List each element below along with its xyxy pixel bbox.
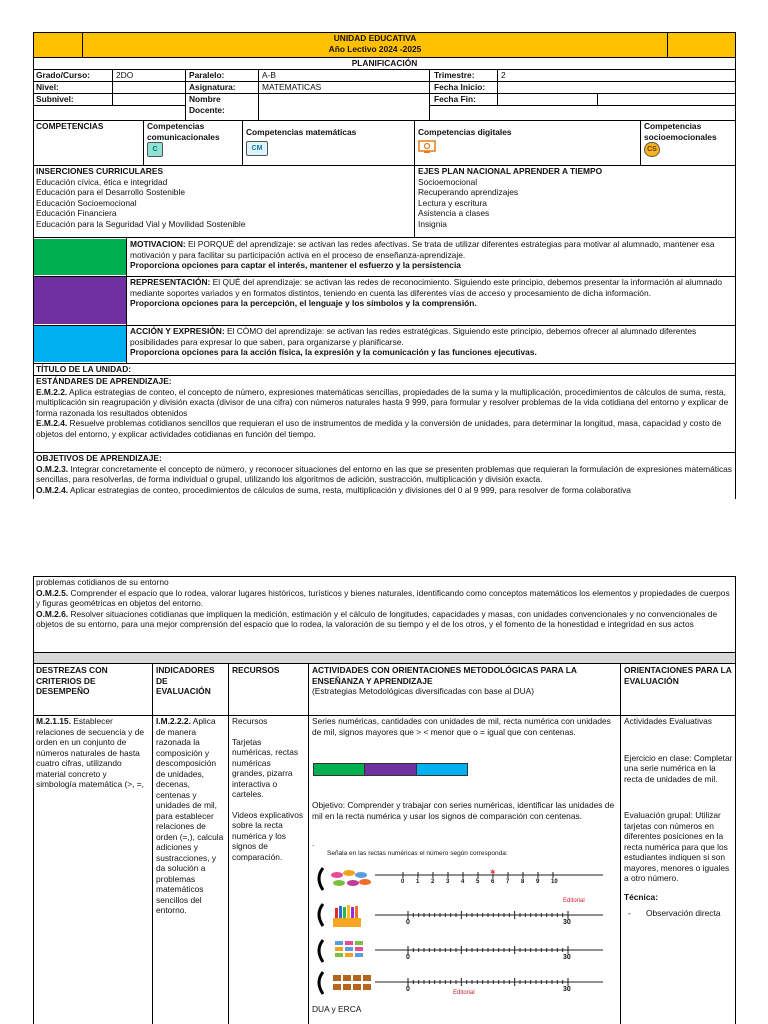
competency-communicational (144, 121, 242, 163)
number-line-start-label: 0 (406, 986, 410, 993)
subject-label: Asignatura: (189, 82, 236, 92)
objective-code: O.M.2.4. (36, 484, 69, 495)
gray-separator-row (34, 653, 735, 663)
communicational-badge-icon: C (147, 142, 163, 157)
recursos-cell (229, 716, 307, 1016)
representation-emphasis: Proporciona opciones para la percepción, el lenguaje y los símbolos y la comprensión. (130, 298, 477, 308)
insertions-title: INSERCIONES CURRICULARES (36, 166, 164, 176)
motivation-color-swatch (34, 239, 126, 275)
grid-line (33, 375, 736, 376)
plan-axis-item: Asistencia a clases (418, 208, 490, 218)
standard-code: E.M.2.4. (36, 418, 68, 428)
star-marker-icon: ✶ (489, 867, 497, 877)
school-year: Año Lectivo 2024 -2025 (328, 44, 422, 54)
school-name: UNIDAD EDUCATIVA (333, 33, 417, 43)
mathematical-badge-icon: CM (246, 141, 268, 156)
standard-text: Aplica estrategias de conteo, el concepto de número, expresiones matemáticas sencillas, propiedades de la suma y la multiplicación, procedimientos de cálculos de suma, resta, multiplicación sin reagrupación y división exacta (divisor de una cifra) con números naturales hasta 9 999, para formular y resolver problemas de la vida cotidiana del entorno y explicar de forma razonada los resultados obtenidos (36, 386, 729, 418)
grid-line (33, 57, 736, 58)
plan-axes-title: EJES PLAN NACIONAL APRENDER A TIEMPO (418, 166, 603, 176)
number-line-tick-label: 4 (461, 879, 465, 885)
grid-line (258, 69, 259, 120)
teacher-label-line-2: Docente: (189, 104, 225, 115)
grid-line (33, 105, 186, 106)
objectives-title: OBJETIVOS DE APRENDIZAJE: (36, 453, 162, 463)
representation-label: REPRESENTACIÓN: (130, 277, 211, 287)
actividades-dot: . (312, 838, 315, 848)
grid-line (429, 105, 735, 106)
grid-line (640, 120, 641, 165)
unit-title-label: TÍTULO DE LA UNIDAD: (36, 364, 132, 374)
grid-line (597, 93, 598, 105)
objectives-continued (33, 577, 736, 652)
col-header-actividades-title: ACTIVIDADES CON ORIENTACIONES METODOLÓGICAS PARA LA ENSEÑANZA Y APRENDIZAJE (312, 665, 577, 686)
grid-line (33, 663, 736, 664)
number-line-tick-label: 3 (446, 879, 450, 885)
socioemotional-badge-icon: CS (644, 142, 660, 157)
dua-bar-blue (417, 764, 467, 775)
objective-text: Resolver situaciones cotidianas que impliquen la medición, estimación y el cálculo de longitudes, capacidades y masas, con unidades convencionales y no convencionales de objetos de su entorno, para una mejor comprensión del espacio que lo rodea, la valoración de su tiempo y el de los otros, y el fomento de la honestidad e integridad en sus actos (36, 608, 718, 629)
grid-line (33, 237, 736, 238)
indicador-cell (153, 716, 227, 1016)
list-dash: - (628, 908, 631, 918)
tecnica-item-text: Observación directa (646, 908, 721, 918)
motivation-text (127, 239, 735, 275)
competency-mathematical (243, 127, 413, 163)
objective-text: Aplicar estrategias de conteo, procedimientos de cálculos de suma, resta, multiplicación y divisiones del 0 al 9 999, para resolver de forma colaborativa (68, 484, 631, 495)
border-left (33, 32, 34, 499)
grid-line (143, 120, 144, 165)
dua-erca-label: DUA y ERCA (312, 1004, 362, 1014)
number-line-tick-label: 8 (521, 879, 525, 885)
number-line-tick-label: 6 (491, 879, 495, 885)
term-value: 2 (501, 70, 506, 80)
grid-line (33, 120, 736, 121)
sublevel-label: Subnivel: (36, 94, 74, 104)
number-line-end-label: 30 (563, 919, 571, 926)
insertion-item: Educación cívica, ética e integridad (36, 176, 168, 187)
plan-axis-item: Lectura y escritura (418, 197, 487, 208)
plan-axis-item: Recuperando aprendizajes (418, 187, 519, 197)
grid-line (242, 120, 243, 165)
standards-title: ESTÁNDARES DE APRENDIZAJE: (36, 376, 172, 386)
indicador-code: I.M.2.2.2. (156, 716, 191, 726)
grid-line (33, 325, 736, 326)
subject-value: MATEMATICAS (262, 82, 322, 92)
grid-line (33, 576, 736, 577)
dua-bar-purple (365, 764, 416, 775)
eval-class-exercise: Ejercicio en clase: Completar una serie numérica en la recta de unidades de mil. (624, 752, 733, 784)
term-label: Trimestre: (434, 70, 475, 80)
orientaciones-cell (621, 716, 736, 1016)
number-line-end-label: 30 (563, 954, 571, 961)
page-1 (33, 32, 736, 499)
destreza-code: M.2.1.15. (36, 716, 71, 726)
competency-socioemotional-label: Competencias socioemocionales (644, 121, 717, 142)
grid-line (620, 663, 621, 1024)
level-label: Nivel: (36, 82, 59, 92)
number-line-tick-label: 1 (416, 879, 420, 885)
motivation-label: MOTIVACION: (130, 239, 186, 249)
insertion-item: Educación Socioemocional (36, 197, 137, 208)
grid-line (152, 663, 153, 1024)
parallel-value: A-B (262, 70, 276, 80)
col-header-actividades-subtitle: (Estrategias Metodológicas diversificadas con base al DUA) (312, 686, 535, 696)
destreza-cell (33, 716, 151, 1016)
teacher-label (186, 94, 258, 119)
tecnica-label: Técnica: (624, 891, 658, 902)
action-text (127, 326, 735, 362)
representation-text (127, 277, 735, 324)
objective-text: Comprender el espacio que lo rodea, valorar lugares históricos, turísticos y bienes naturales, identificando como conceptos matemáticos los elementos y propiedades de cuerpos y figuras geométricas en objetos del entorno. (36, 587, 730, 608)
border-top (33, 32, 736, 33)
eval-group-activity: Evaluación grupal: Utilizar tarjetas con números en diferentes posiciones en la recta numérica para que los estudiantes indiquen si son mayores, menores o iguales a otro número. (624, 810, 730, 883)
grid-line (308, 663, 309, 1024)
planning-title: PLANIFICACIÓN (351, 58, 418, 68)
number-line-tick-label: 0 (401, 879, 405, 885)
number-line-tick-label: 10 (551, 879, 558, 885)
grid-line (33, 81, 736, 82)
competency-mathematical-label: Competencias matemáticas (246, 127, 357, 137)
grid-line (33, 652, 736, 653)
end-date-label: Fecha Fin: (434, 94, 476, 104)
actividades-objective: Objetivo: Comprender y trabajar con series numéricas, identificar las unidades de mil en la recta numérica y usar los signos de comparación con centenas. (312, 800, 615, 821)
worksheet-labels (313, 848, 613, 996)
grid-line (667, 32, 668, 57)
grid-line (33, 276, 736, 277)
representation-description: El QUÉ del aprendizaje: se activan las redes de reconocimiento. Siguiendo este principio, debemos presentar la información al alumnado mediante soportes variados y en formatos distintos, teniendo en cuenta las diferentes vías de acceso y procesamiento de dicha información. (130, 277, 722, 298)
grid-line (33, 452, 736, 453)
standard-code: E.M.2.2. (36, 386, 68, 397)
insertion-item: Educación para el Desarrollo Sostenible (36, 187, 185, 197)
plan-axis-item: Socioemocional (418, 176, 478, 187)
destreza-text: Establecer relaciones de secuencia y de orden en un conjunto de números naturales de hasta cuatro cifras, utilizando material concreto y simbología matemática (>, =, (36, 716, 145, 789)
competency-digital-label: Competencias digitales (418, 127, 512, 137)
indicador-text: Aplica de manera razonada la composición y descomposición de unidades, decenas, centenas y unidades de mil, para establecer relaciones de orden (=,), calcula adiciones y sustracciones, y da solución a problemas matemáticos sencillos del entorno. (156, 716, 224, 915)
objective-text: Integrar concretamente el concepto de número, y reconocer situaciones del entorno en las que se presenten problemas que requieran la formulación de expresiones matemáticas sencillas, para resolverlas, de forma individual o grupal, utilizando los algoritmos de adición, sustracción, multiplicación y división exacta. (36, 463, 732, 484)
recursos-title: Recursos (232, 716, 268, 726)
number-line-tick-label: 5 (476, 879, 480, 885)
border-right (735, 576, 736, 1024)
number-line-worksheet-image (313, 848, 613, 996)
motivation-emphasis: Proporciona opciones para captar el interés, mantener el esfuerzo y la persistencia (130, 260, 461, 270)
border-left (33, 576, 34, 1024)
number-line-start-label: 0 (406, 919, 410, 926)
number-line-start-label: 0 (406, 954, 410, 961)
plan-axis-item: Insignia (418, 218, 447, 229)
standards-block (33, 376, 736, 452)
grid-line (33, 165, 736, 166)
grid-line (126, 237, 127, 363)
col-header-indicadores: INDICADORES DE EVALUACIÓN (156, 665, 215, 696)
objective-code: O.M.2.5. (36, 587, 69, 598)
page-2 (33, 576, 736, 1024)
competencies-title: COMPETENCIAS (36, 121, 104, 131)
svg-text:Editorial: Editorial (563, 898, 585, 904)
grid-line (414, 120, 415, 237)
computer-icon (418, 140, 436, 154)
competency-digital (415, 127, 639, 163)
col-header-actividades (309, 665, 619, 713)
start-date-label: Fecha Inicio: (434, 82, 486, 92)
action-description: El CÓMO del aprendizaje: se activan las redes estratégicas. Siguiendo este principio, debemos ofrecer al alumnado diferentes posibilidades para expresar lo que saben, para organizarse y planificarse. (130, 326, 697, 347)
grid-line (82, 32, 83, 57)
grid-line (33, 93, 736, 94)
grid-line (429, 69, 430, 120)
objectives-block (33, 453, 736, 499)
representation-color-swatch (34, 277, 126, 324)
teacher-label-line-1: Nombre (189, 94, 221, 104)
tecnica-item (624, 908, 733, 919)
recursos-item: Tarjetas numéricas, rectas numéricas grandes, pizarra interactiva o carteles. (232, 736, 299, 799)
number-line-tick-label: 7 (506, 879, 510, 885)
grid-line (33, 715, 736, 716)
actividades-intro: Series numéricas, cantidades con unidades de mil, recta numérica con unidades de mil, signos mayores que > < menor que o = igual que con centenas. (312, 716, 611, 737)
motivation-description: El PORQUÉ del aprendizaje: se activan las redes afectivas. Se trata de utilizar diferentes estrategias para motivar al alumnado, mantener esa motivación y para facilitar su participación activa en el proceso de enseñanza-aprendizaje. (130, 239, 715, 260)
grid-line (112, 69, 113, 105)
dua-color-bar (313, 763, 468, 776)
objective-code: O.M.2.3. (36, 463, 69, 474)
col-header-destrezas: DESTREZAS CON CRITERIOS DE DESEMPEÑO (36, 665, 108, 696)
plan-axes-block (415, 166, 736, 236)
number-line-tick-label: 9 (536, 879, 540, 885)
standard-text: Resuelve problemas cotidianos sencillos que requieran el uso de instrumentos de medida y la conversión de unidades, para determinar la longitud, masa, capacidad y costo de objetos del entorno, y explicar actividades cotidianas en función del tiempo. (36, 418, 722, 439)
insertion-item: Educación Financiera (36, 208, 117, 218)
competency-socioemotional (641, 121, 736, 163)
action-label: ACCIÓN Y EXPRESIÓN: (130, 326, 225, 336)
competency-communicational-label: Competencias comunicacionales (147, 121, 220, 142)
parallel-label: Paralelo: (189, 70, 225, 80)
action-emphasis: Proporciona opciones para la acción física, la expresión y la comunicación y las funciones ejecutivas. (130, 347, 537, 357)
eval-title: Actividades Evaluativas (624, 716, 712, 726)
objective-code: O.M.2.6. (36, 608, 69, 619)
objective-continued-text: problemas cotidianos de su entorno (36, 577, 169, 587)
border-right (735, 32, 736, 499)
grade-label: Grado/Curso: (36, 70, 90, 80)
grid-line (228, 663, 229, 1024)
grid-line (497, 69, 498, 105)
dua-bar-green (314, 764, 365, 775)
col-header-recursos: RECURSOS (232, 665, 280, 675)
insertion-item: Educación para la Seguridad Vial y Movilidad Sostenible (36, 218, 246, 229)
number-line-end-label: 30 (563, 986, 571, 993)
grade-value: 2DO (116, 70, 134, 80)
svg-text:Editorial: Editorial (453, 990, 475, 996)
grid-line (33, 69, 736, 70)
insertions-block (33, 166, 415, 236)
worksheet-title: Señala en las rectas numéricas el número según corresponda: (327, 850, 508, 857)
recursos-item: Videos explicativos sobre la recta numérica y los signos de comparación. (232, 809, 304, 862)
number-line-tick-label: 2 (431, 879, 435, 885)
action-color-swatch (34, 326, 126, 362)
col-header-orientaciones: ORIENTACIONES PARA LA EVALUACIÓN (624, 665, 732, 686)
grid-line (33, 363, 736, 364)
grid-line (185, 69, 186, 120)
